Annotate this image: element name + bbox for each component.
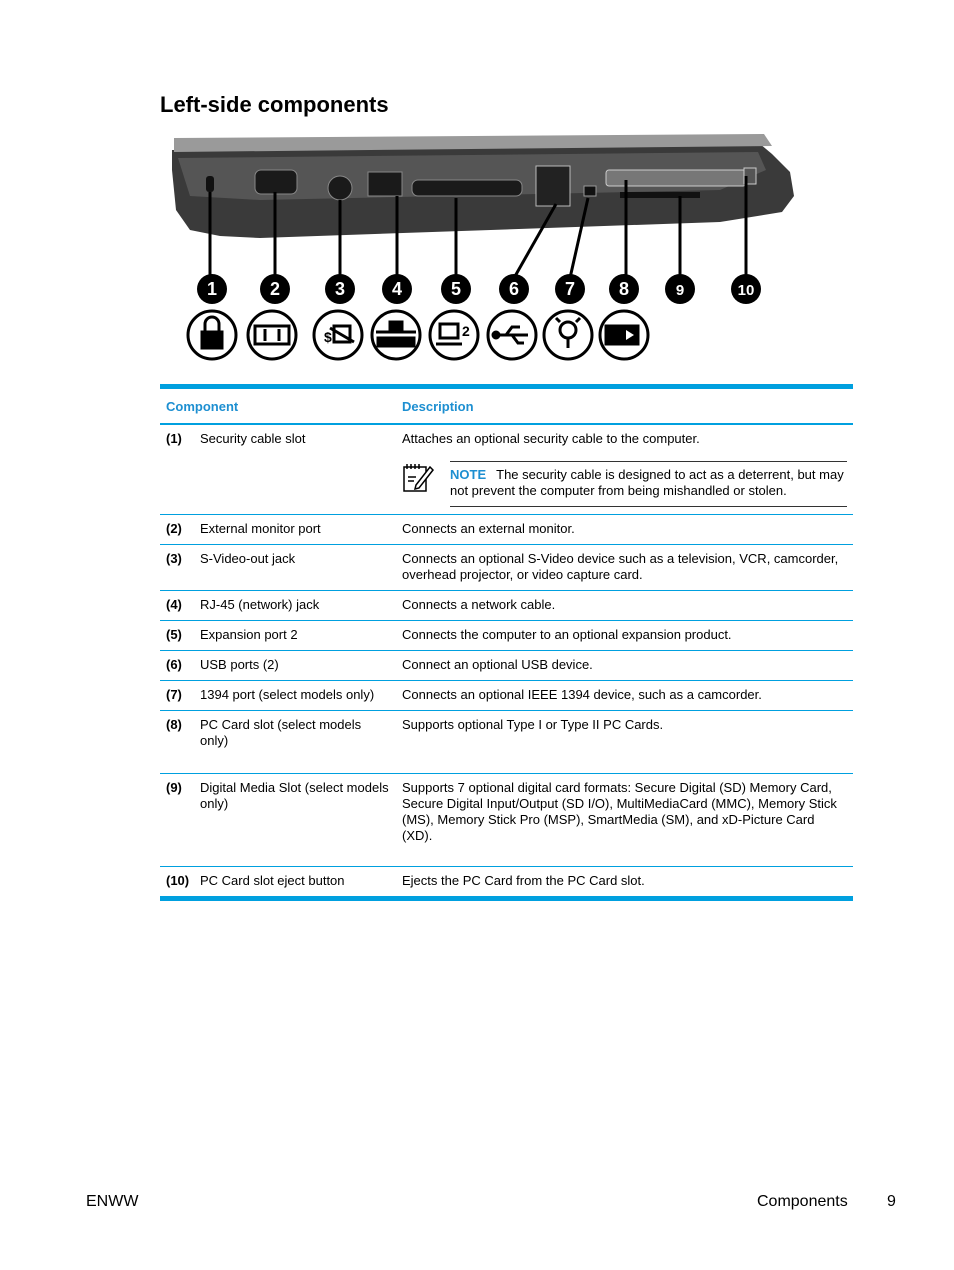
table-row — [160, 424, 853, 515]
note-text: The security cable is designed to act as a deterrent, but may not prevent the computer from being mishandled or stolen. — [450, 467, 844, 498]
svg-text:$: $ — [324, 329, 332, 345]
callout-1: 1 — [206, 279, 218, 299]
row-description: Ejects the PC Card from the PC Card slot. — [402, 873, 645, 888]
table-row — [160, 711, 853, 774]
callout-5: 5 — [450, 279, 462, 299]
row-number: (10) — [166, 873, 190, 888]
row-number: (3) — [166, 551, 182, 566]
row-description: Connects the computer to an optional expansion product. — [402, 627, 732, 642]
row-component: PC Card slot (select models only) — [200, 717, 362, 748]
monitor-icon — [248, 311, 296, 359]
table-row — [160, 621, 853, 651]
laptop-left-side-figure — [160, 130, 850, 370]
note-box — [402, 461, 847, 507]
footer-doc-code: ENWW — [86, 1193, 139, 1210]
callout-6: 6 — [508, 279, 520, 299]
row-component: S-Video-out jack — [200, 551, 296, 566]
firewire-port-shape — [584, 186, 596, 196]
components-table — [160, 384, 853, 901]
footer-section: Components — [757, 1193, 848, 1210]
row-description: Connects an external monitor. — [402, 521, 575, 536]
row-description-cell — [396, 424, 853, 515]
row-description: Connects a network cable. — [402, 597, 556, 612]
s-video-icon — [314, 311, 362, 359]
network-icon — [372, 311, 420, 359]
row-component: USB ports (2) — [200, 657, 279, 672]
row-number: (9) — [166, 780, 182, 795]
row-component: Digital Media Slot (select models only) — [200, 780, 389, 811]
row-number: (6) — [166, 657, 182, 672]
page-number: 9 — [887, 1193, 896, 1210]
row-number: (1) — [166, 431, 182, 446]
svideo-jack-shape — [328, 176, 352, 200]
note-content — [450, 461, 847, 507]
note-label: NOTE — [450, 467, 487, 482]
row-number: (5) — [166, 627, 182, 642]
rj45-jack-shape — [368, 172, 402, 196]
expansion-port-shape — [412, 180, 522, 196]
usb-ports-shape — [536, 166, 570, 206]
row-description: Supports 7 optional digital card formats: Secure Digital (SD) Memory Card, Secure Digital Input/Output (SD I/O), MultiMediaCard (MMC), Memory Stick (MS), Memory Stick Pro (MSP), SmartMedia (SM), and xD-Picture Card (XD). — [402, 780, 837, 843]
row-description: Connect an optional USB device. — [402, 657, 593, 672]
media-slot-shape — [620, 192, 700, 198]
svg-text:2: 2 — [462, 323, 470, 339]
row-number: (8) — [166, 717, 182, 732]
usb-icon — [488, 311, 536, 359]
vga-port-shape — [255, 170, 297, 194]
table-header-row — [160, 387, 853, 425]
row-number: (2) — [166, 521, 182, 536]
row-description: Connects an optional S-Video device such as a television, VCR, camcorder, overhead projector, or video capture card. — [402, 551, 839, 582]
row-number: (4) — [166, 597, 182, 612]
table-row — [160, 681, 853, 711]
row-component: Expansion port 2 — [200, 627, 298, 642]
header-component: Component — [166, 399, 239, 414]
firewire-icon — [544, 311, 592, 359]
callout-8: 8 — [618, 279, 630, 299]
row-component: Security cable slot — [200, 431, 306, 446]
row-component: 1394 port (select models only) — [200, 687, 375, 702]
row-component: RJ-45 (network) jack — [200, 597, 320, 612]
expansion-port-icon — [430, 311, 478, 359]
table-row — [160, 515, 853, 545]
header-description: Description — [402, 399, 474, 414]
table-row — [160, 867, 853, 899]
row-description: Connects an optional IEEE 1394 device, such as a camcorder. — [402, 687, 762, 702]
table-row — [160, 591, 853, 621]
row-description: Attaches an optional security cable to the computer. — [402, 431, 700, 446]
table-row — [160, 545, 853, 591]
callout-2: 2 — [269, 279, 281, 299]
table-row — [160, 651, 853, 681]
row-component: External monitor port — [200, 521, 321, 536]
callout-7: 7 — [564, 279, 576, 299]
lock-icon — [188, 311, 236, 359]
row-number: (7) — [166, 687, 182, 702]
callout-9: 9 — [675, 282, 685, 299]
page-title: Left-side components — [160, 92, 389, 117]
callout-10: 10 — [737, 282, 755, 299]
callout-3: 3 — [334, 279, 346, 299]
callout-4: 4 — [391, 279, 403, 299]
security-slot-shape — [206, 176, 214, 192]
note-pencil-icon — [402, 461, 450, 507]
table-row — [160, 774, 853, 867]
card-icon — [600, 311, 648, 359]
row-description: Supports optional Type I or Type II PC Cards. — [402, 717, 664, 732]
row-component: PC Card slot eject button — [200, 873, 345, 888]
